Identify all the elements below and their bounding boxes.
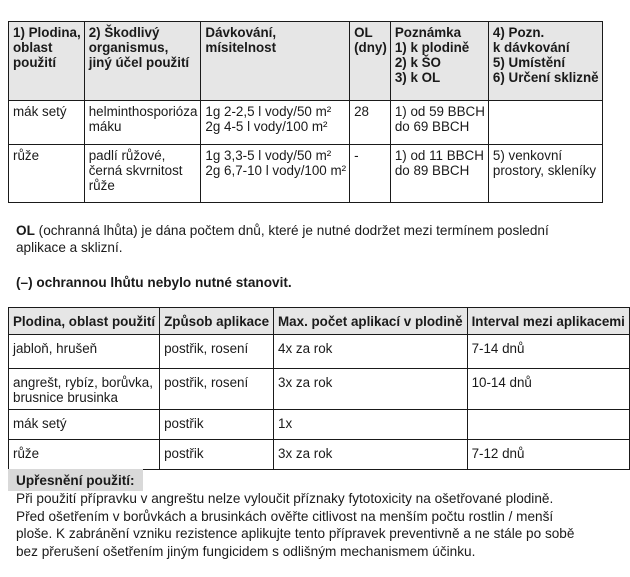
- cell-crop: mák setý: [9, 101, 85, 145]
- application-table-header: [9, 308, 630, 335]
- cell-ol: 28: [350, 101, 391, 145]
- specification-text: [16, 490, 594, 560]
- cell-dosage: 1g 3,3-5 l vody/50 m² 2g 6,7-10 l vody/100 m²: [201, 145, 350, 203]
- cell-interval: 7-12 dnů: [467, 440, 629, 470]
- header-organism: 2) Škodlivý organismus, jiný účel použití: [84, 22, 201, 101]
- specification-line: ploše. K zabránění vzniku rezistence aplikujte tento přípravek preventivně a ne stále po sobě: [16, 526, 575, 541]
- no-ol-note: (–) ochrannou lhůtu nebylo nutné stanovit.: [16, 275, 292, 290]
- application-table: [8, 307, 630, 470]
- dosage-table-header: [9, 22, 603, 101]
- cell-method: postřik, rosení: [160, 369, 274, 410]
- header-dosage: Dávkování, mísitelnost: [201, 22, 350, 101]
- ol-term: OL: [16, 223, 35, 238]
- header-crop: 1) Plodina, oblast použití: [9, 22, 85, 101]
- cell-interval: 7-14 dnů: [467, 335, 629, 369]
- specification-line: Před ošetřením v borůvkách a brusinkách ověřte citlivost na menším počtu rostlin / menší: [16, 508, 554, 524]
- table-row: [9, 335, 630, 369]
- cell-method: postřik, rosení: [160, 335, 274, 369]
- cell-organism: helminthosporióza máku: [84, 101, 201, 145]
- cell-note2: [488, 101, 602, 145]
- cell-dosage: 1g 2-2,5 l vody/50 m² 2g 4-5 l vody/100 m²: [201, 101, 350, 145]
- header-interval: Interval mezi aplikacemi: [467, 308, 629, 335]
- header-note: Poznámka 1) k plodině 2) k ŠO 3) k OL: [390, 22, 488, 101]
- table-row: [9, 145, 603, 203]
- header-ol: OL (dny): [350, 22, 391, 101]
- cell-crop: angrešt, rybíz, borůvka, brusnice brusinka: [9, 369, 160, 410]
- ol-text: (ochranná lhůta) je dána počtem dnů, které je nutné dodržet mezi termínem poslední aplikace a sklizní.: [16, 223, 549, 255]
- header-max-applications: Max. počet aplikací v plodině: [274, 308, 468, 335]
- cell-ol: -: [350, 145, 391, 203]
- cell-method: postřik: [160, 440, 274, 470]
- cell-max: 4x za rok: [274, 335, 468, 369]
- cell-organism: padlí růžové, černá skvrnitost růže: [84, 145, 201, 203]
- header-note2: 4) Pozn. k dávkování 5) Umístění 6) Určení sklizně: [488, 22, 602, 101]
- cell-note2: 5) venkovní prostory, skleníky: [488, 145, 602, 203]
- cell-note: 1) od 11 BBCH do 89 BBCH: [390, 145, 488, 203]
- cell-crop: mák setý: [9, 410, 160, 440]
- specification-line: Při použití přípravku v angreštu nelze vyloučit příznaky fytotoxicity na ošetřované plodině.: [16, 491, 554, 506]
- header-method: Způsob aplikace: [160, 308, 274, 335]
- cell-crop: jabloň, hrušeň: [9, 335, 160, 369]
- specification-line: bez přerušení ošetřením jiným fungicidem s odlišným mechanismem účinku.: [16, 543, 476, 559]
- dosage-table: [8, 21, 603, 203]
- header-crop-area: Plodina, oblast použití: [9, 308, 160, 335]
- cell-max: 3x za rok: [274, 440, 468, 470]
- specification-heading: Upřesnění použití:: [8, 469, 143, 491]
- ol-explanation: [16, 222, 590, 256]
- cell-max: 3x za rok: [274, 369, 468, 410]
- table-row: [9, 440, 630, 470]
- table-row: [9, 369, 630, 410]
- cell-method: postřik: [160, 410, 274, 440]
- cell-interval: 10-14 dnů: [467, 369, 629, 410]
- table-row: [9, 410, 630, 440]
- cell-note: 1) od 59 BBCH do 69 BBCH: [390, 101, 488, 145]
- cell-crop: růže: [9, 145, 85, 203]
- cell-max: 1x: [274, 410, 468, 440]
- cell-crop: růže: [9, 440, 160, 470]
- cell-interval: [467, 410, 629, 440]
- table-row: [9, 101, 603, 145]
